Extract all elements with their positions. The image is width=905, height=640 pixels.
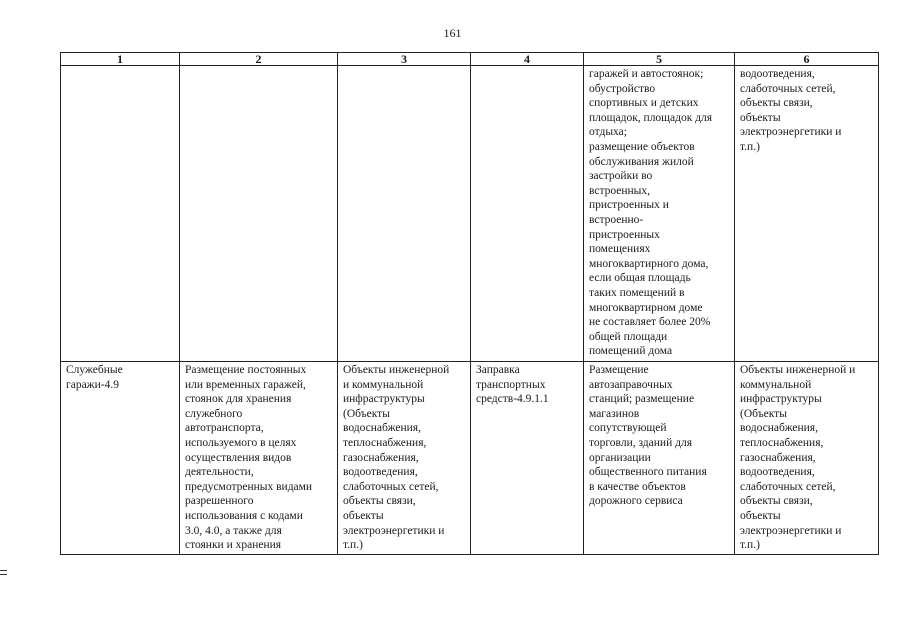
column-number-row: [61, 53, 879, 66]
table-row: [61, 66, 879, 362]
table-cell: Объекты инженерной и коммунальной инфраструктуры (Объекты водоснабжения, теплоснабжения, газоснабжения, водоотведения, слаботочных сетей, объекты связи, объекты электроэнергетики и т.п.): [735, 362, 879, 555]
page-number: 161: [443, 26, 462, 40]
scan-edge-mark: [0, 570, 7, 575]
table-cell: [61, 66, 180, 362]
table-cell: гаражей и автостоянок; обустройство спортивных и детских площадок, площадок для отдыха; размещение объектов обслуживания жилой застройки во встроенных, пристроенных и встроенно- пристроенных помещениях многоквартирного дома, если общая площадь таких помещений в многоквартирном доме не составляет более 20% общей площади помещений дома: [584, 66, 735, 362]
column-header: 1: [61, 53, 180, 66]
table-cell: Объекты инженерной и коммунальной инфраструктуры (Объекты водоснабжения, теплоснабжения, газоснабжения, водоотведения, слаботочных сетей, объекты связи, объекты электроэнергетики и т.п.): [338, 362, 471, 555]
table-cell: [471, 66, 584, 362]
table-cell: Служебные гаражи-4.9: [61, 362, 180, 555]
column-header: 2: [180, 53, 338, 66]
table-cell: Размещение постоянных или временных гаражей, стоянок для хранения служебного автотранспорта, используемого в целях осуществления видов деятельности, предусмотренных видами разрешенного использования с кодами 3.0, 4.0, а также для стоянки и хранения: [180, 362, 338, 555]
table-cell: водоотведения, слаботочных сетей, объекты связи, объекты электроэнергетики и т.п.): [735, 66, 879, 362]
column-header: 4: [471, 53, 584, 66]
column-header: 5: [584, 53, 735, 66]
land-use-table: [60, 52, 879, 555]
table-row: [61, 362, 879, 555]
table-cell: [180, 66, 338, 362]
column-header: 3: [338, 53, 471, 66]
table-cell: Заправка транспортных средств-4.9.1.1: [471, 362, 584, 555]
table-cell: Размещение автозаправочных станций; размещение магазинов сопутствующей торговли, зданий для организации общественного питания в качестве объектов дорожного сервиса: [584, 362, 735, 555]
column-header: 6: [735, 53, 879, 66]
table-cell: [338, 66, 471, 362]
